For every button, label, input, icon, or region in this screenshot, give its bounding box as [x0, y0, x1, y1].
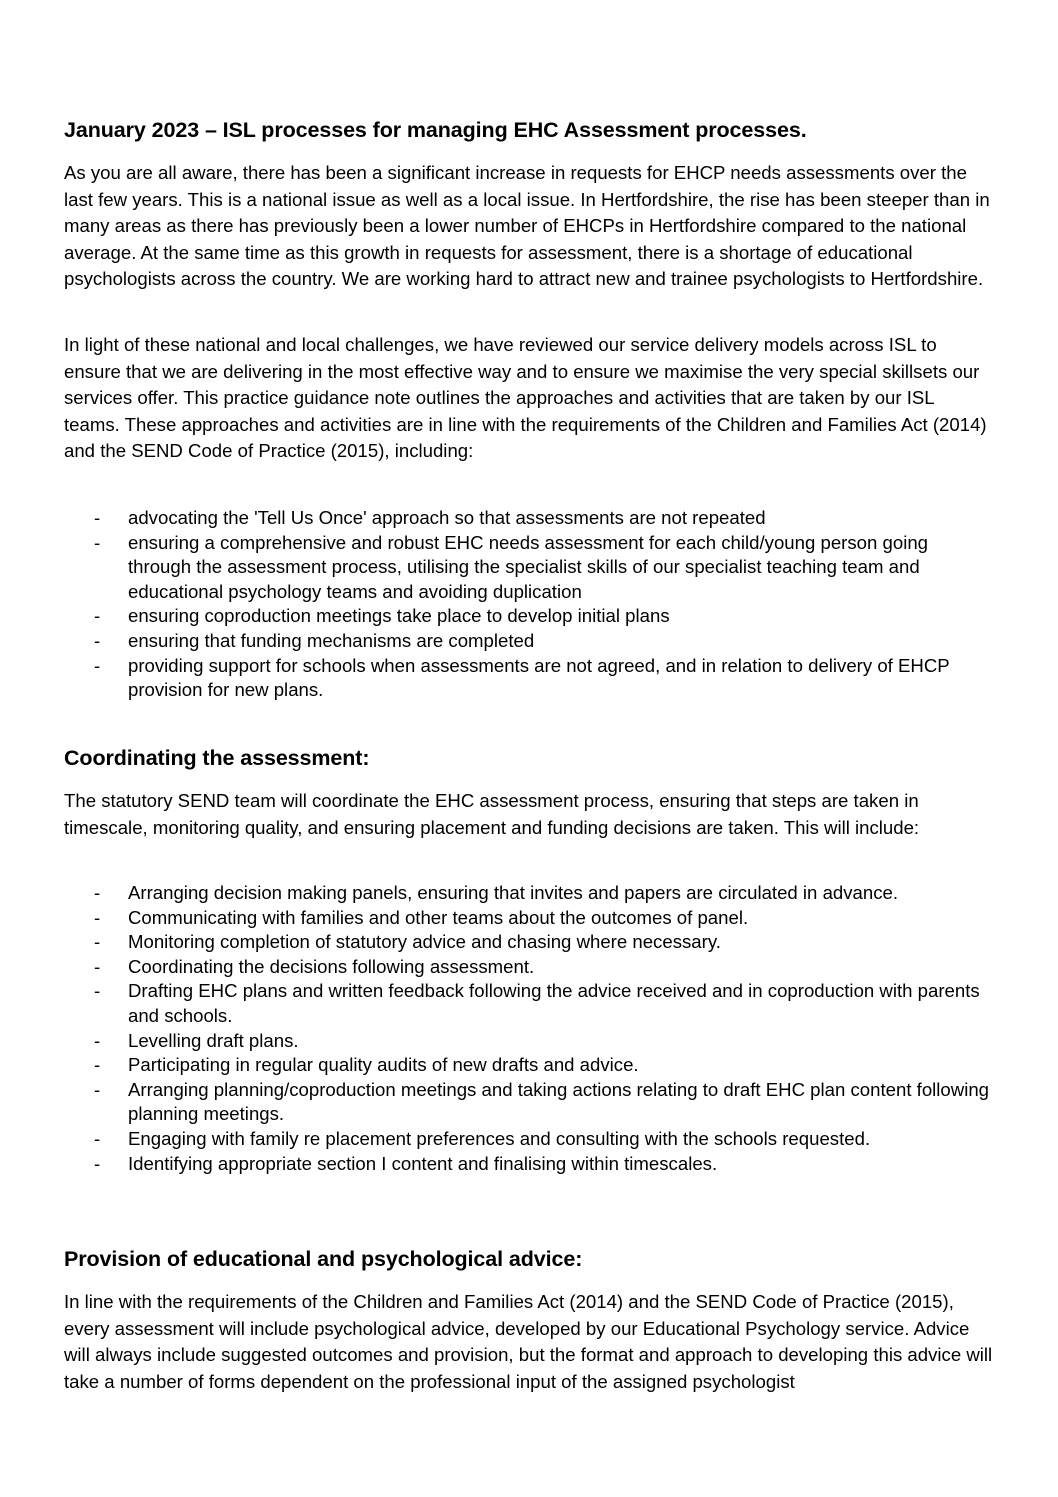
list-item-text: ensuring a comprehensive and robust EHC needs assessment for each child/young person going through the assessment process, utilising the specialist skills of our specialist teaching team and educational psychology teams and avoiding duplication [128, 531, 929, 602]
list-item-text: Communicating with families and other teams about the outcomes of panel. [128, 906, 749, 928]
dash-bullet: - [94, 980, 101, 1002]
list-item-text: Engaging with family re placement preferences and consulting with the schools requested. [128, 1127, 871, 1149]
context-paragraph: In light of these national and local challenges, we have reviewed our service delivery models across ISL to ensure that we are delivering in the most effective way and to ensure we maximise the very special skillsets our services offer. This practice guidance note outlines the approaches and activities that are taken by our ISL teams. These approaches and activities are in line with the requirements of the Children and Families Act (2014) and the SEND Code of Practice (2015), including: [64, 334, 987, 461]
list-item-text: Drafting EHC plans and written feedback following the advice received and in coproduction with parents and schools. [128, 980, 980, 1026]
dash-bullet: - [94, 1152, 101, 1174]
section-heading-provision: Provision of educational and psychological advice: [64, 1247, 583, 1271]
list-item [64, 604, 994, 629]
list-item [64, 881, 994, 906]
list-item [64, 1029, 994, 1054]
list-item-text: Arranging planning/coproduction meetings and taking actions relating to draft EHC plan content following planning meetings. [128, 1078, 990, 1125]
list-item-text: advocating the 'Tell Us Once' approach so that assessments are not repeated [128, 507, 766, 528]
list-item [64, 654, 994, 703]
list-item [64, 1053, 994, 1078]
dash-bullet: - [94, 1054, 101, 1076]
dash-bullet: - [94, 1029, 101, 1051]
list-item-text: providing support for schools when assessments are not agreed, and in relation to delivery of EHCP provision for new plans. [128, 654, 950, 701]
provision-paragraph: In line with the requirements of the Children and Families Act (2014) and the SEND Code of Practice (2015), every assessment will include psychological advice, developed by our Educational Psychology service. Advice will always include suggested outcomes and provision, but the format and approach to developing this advice will take a number of forms dependent on the professional input of the assigned psychologist [64, 1291, 993, 1392]
dash-bullet: - [94, 1127, 101, 1149]
list-item [64, 955, 994, 980]
list-item-text: Levelling draft plans. [128, 1029, 299, 1051]
list-item [64, 906, 994, 931]
list-item-text: ensuring that funding mechanisms are completed [128, 629, 535, 651]
dash-bullet: - [94, 605, 101, 627]
list-item-text: Arranging decision making panels, ensuring that invites and papers are circulated in advance. [128, 882, 899, 903]
list-item [64, 1127, 994, 1152]
dash-bullet: - [94, 906, 101, 928]
list-item-text: Monitoring completion of statutory advice and chasing where necessary. [128, 931, 721, 953]
dash-bullet: - [94, 955, 101, 977]
list-item [64, 1078, 994, 1127]
list-item [64, 930, 994, 955]
list-item [64, 506, 994, 531]
list-item-text: ensuring coproduction meetings take place to develop initial plans [128, 605, 670, 627]
dash-bullet: - [94, 531, 101, 553]
dash-bullet: - [94, 882, 101, 903]
coordinating-list [64, 881, 994, 1176]
list-item [64, 979, 994, 1028]
list-item-text: Coordinating the decisions following assessment. [128, 955, 535, 977]
section-heading-coordinating: Coordinating the assessment: [64, 746, 370, 770]
intro-paragraph: As you are all aware, there has been a significant increase in requests for EHCP needs assessments over the last few years. This is a national issue as well as a local issue. In Hertfordshire, the rise has been steeper than in many areas as there has previously been a lower number of EHCPs in Hertfordshire compared to the national average. At the same time as this growth in requests for assessment, there is a shortage of educational psychologists across the country. We are working hard to attract new and trainee psychologists to Hertfordshire. [64, 162, 990, 289]
list-item [64, 629, 994, 654]
list-item [64, 531, 994, 605]
list-item [64, 1152, 994, 1177]
coordinating-paragraph: The statutory SEND team will coordinate the EHC assessment process, ensuring that steps are taken in timescale, monitoring quality, and ensuring placement and funding decisions are taken. This will include: [64, 790, 920, 838]
document-title: January 2023 – ISL processes for managing EHC Assessment processes. [64, 118, 807, 142]
list-item-text: Identifying appropriate section I content and finalising within timescales. [128, 1152, 718, 1174]
dash-bullet: - [94, 931, 101, 953]
dash-bullet: - [94, 507, 101, 528]
dash-bullet: - [94, 1078, 101, 1100]
dash-bullet: - [94, 654, 101, 676]
approaches-list [64, 506, 994, 703]
list-item-text: Participating in regular quality audits of new drafts and advice. [128, 1054, 639, 1076]
dash-bullet: - [94, 629, 101, 651]
